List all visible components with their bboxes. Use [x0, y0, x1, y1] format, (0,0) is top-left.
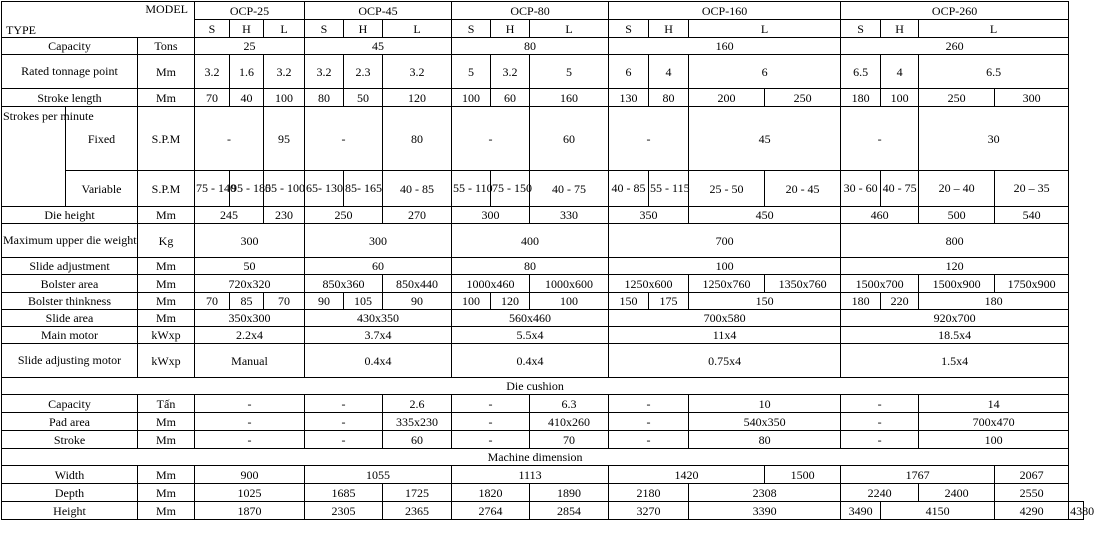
cell: 410x260	[530, 413, 609, 431]
table-row	[2, 413, 1084, 431]
row-label: Main motor	[2, 327, 138, 344]
row-label: Slide adjusting motor	[2, 344, 138, 378]
cell: -	[841, 395, 919, 413]
cell: 0.4x4	[452, 344, 609, 378]
cell: 5	[452, 55, 491, 89]
cell: -	[195, 431, 305, 449]
row-unit: Mm	[138, 466, 195, 484]
section-header-row	[2, 378, 1084, 395]
type-cell: H	[491, 20, 530, 38]
cell: 6.5	[919, 55, 1069, 89]
row-unit: Mm	[138, 484, 195, 502]
cell: 450	[689, 207, 841, 224]
cell: 150	[609, 293, 649, 310]
cell: 3.2	[264, 55, 305, 89]
row-unit: Kg	[138, 224, 195, 258]
cell: 160	[609, 38, 841, 55]
cell: 60	[491, 89, 530, 107]
cell: 1000x460	[452, 275, 530, 293]
cell: 400	[452, 224, 609, 258]
type-cell: L	[919, 20, 1069, 38]
row-unit: Mm	[138, 502, 195, 520]
cell: 3.2	[491, 55, 530, 89]
cell: -	[841, 431, 919, 449]
model-ocp-160: OCP-160	[609, 2, 841, 20]
table-row	[2, 38, 1084, 55]
cell: 14	[919, 395, 1069, 413]
cell: 150	[689, 293, 841, 310]
cell: 1420	[609, 466, 765, 484]
cell: -	[452, 395, 530, 413]
cell: 300	[195, 224, 305, 258]
row-label: Bolster area	[2, 275, 138, 293]
cell: -	[195, 395, 305, 413]
cell: 900	[195, 466, 305, 484]
table-row	[2, 171, 1084, 207]
cell: 700x580	[609, 310, 841, 327]
cell: 245	[195, 207, 264, 224]
cell: 1250x600	[609, 275, 689, 293]
table-row	[2, 484, 1084, 502]
cell: -	[452, 107, 530, 171]
model-ocp-80: OCP-80	[452, 2, 609, 20]
cell: 1767	[841, 466, 995, 484]
cell: 40	[230, 89, 264, 107]
model-ocp-25: OCP-25	[195, 2, 305, 20]
cell: 3.2	[383, 55, 452, 89]
type-cell: L	[689, 20, 841, 38]
cell: 45	[305, 38, 452, 55]
cell: 4150	[881, 502, 995, 520]
table-row	[2, 207, 1084, 224]
cell: 6	[609, 55, 649, 89]
cell: 460	[841, 207, 919, 224]
row-label: Width	[2, 466, 138, 484]
cell: 60	[530, 107, 609, 171]
cell: 6.3	[530, 395, 609, 413]
row-unit: S.P.M	[138, 107, 195, 171]
cell: 430x350	[305, 310, 452, 327]
cell: 30	[919, 107, 1069, 171]
cell: 55 - 100	[264, 171, 305, 207]
cell: 70	[195, 293, 230, 310]
row-label: Maximum upper die weight	[2, 224, 138, 258]
cell: 55 - 115	[649, 171, 689, 207]
table-row	[2, 89, 1084, 107]
row-label: Slide adjustment	[2, 258, 138, 275]
cell: -	[609, 431, 689, 449]
type-cell: H	[230, 20, 264, 38]
cell: 80	[452, 258, 609, 275]
cell: 850x440	[383, 275, 452, 293]
cell: 90	[383, 293, 452, 310]
cell: 2067	[995, 466, 1069, 484]
cell: 4290	[995, 502, 1069, 520]
cell: 120	[383, 89, 452, 107]
row-unit: kWxp	[138, 344, 195, 378]
cell: 80	[383, 107, 452, 171]
row-unit: Mm	[138, 258, 195, 275]
cell: 3.2	[305, 55, 344, 89]
cell: 2550	[995, 484, 1069, 502]
section-header-row	[2, 449, 1084, 466]
cell: 45	[689, 107, 841, 171]
cell: 4	[649, 55, 689, 89]
cell: 100	[452, 293, 491, 310]
cell: 1250x760	[689, 275, 765, 293]
row-unit: Mm	[138, 431, 195, 449]
type-cell: L	[383, 20, 452, 38]
model-label: MODEL	[145, 2, 188, 16]
cell: 2.6	[383, 395, 452, 413]
table-row	[2, 55, 1084, 89]
cell: 18.5x4	[841, 327, 1069, 344]
cell: 700	[609, 224, 841, 258]
cell: 70	[530, 431, 609, 449]
cell: 20 - 45	[765, 171, 841, 207]
cell: 350x300	[195, 310, 305, 327]
cell: 4	[881, 55, 919, 89]
cell: 720x320	[195, 275, 305, 293]
cell: 5.5x4	[452, 327, 609, 344]
cell: 540x350	[689, 413, 841, 431]
cell: 1500	[765, 466, 841, 484]
cell: 1.5x4	[841, 344, 1069, 378]
cell: -	[609, 395, 689, 413]
cell: 250	[765, 89, 841, 107]
cell: Manual	[195, 344, 305, 378]
cell: 330	[530, 207, 609, 224]
cell: 130	[609, 89, 649, 107]
model-type-corner	[2, 2, 195, 38]
cell: 75 - 150	[491, 171, 530, 207]
cell: 250	[305, 207, 383, 224]
row-unit: Mm	[138, 413, 195, 431]
type-cell: S	[452, 20, 491, 38]
cell: 60	[305, 258, 452, 275]
cell: 50	[344, 89, 383, 107]
row-label: Die height	[2, 207, 138, 224]
cell: 75 - 140	[195, 171, 230, 207]
row-label: Bolster thinkness	[2, 293, 138, 310]
row-label: Slide area	[2, 310, 138, 327]
cell: 560x460	[452, 310, 609, 327]
type-label: TYPE	[6, 23, 36, 37]
row-unit: Mm	[138, 293, 195, 310]
cell: 2305	[305, 502, 383, 520]
cell: 100	[609, 258, 841, 275]
cell: 4380	[1070, 503, 1094, 518]
cell: 6	[689, 55, 841, 89]
table-row	[2, 224, 1084, 258]
model-ocp-45: OCP-45	[305, 2, 452, 20]
cell: -	[305, 107, 383, 171]
row-unit: Mm	[138, 207, 195, 224]
type-cell: S	[305, 20, 344, 38]
cell: 100	[881, 89, 919, 107]
row-sublabel: Variable	[66, 171, 138, 207]
cell: 0.75x4	[609, 344, 841, 378]
type-cell: H	[649, 20, 689, 38]
row-label: Stroke	[2, 431, 138, 449]
cell: 1350x760	[765, 275, 841, 293]
cell: 120	[491, 293, 530, 310]
cell: 230	[264, 207, 305, 224]
cell: 3.2	[195, 55, 230, 89]
cell: 920x700	[841, 310, 1069, 327]
table-row	[2, 502, 1084, 520]
cell: 30 - 60	[841, 171, 881, 207]
cell: 10	[689, 395, 841, 413]
cell: 180	[919, 293, 1069, 310]
cell: 1055	[305, 466, 452, 484]
cell: 6.5	[841, 55, 881, 89]
cell: 1750x900	[995, 275, 1069, 293]
cell: 200	[689, 89, 765, 107]
cell: 2180	[609, 484, 689, 502]
type-cell: L	[264, 20, 305, 38]
cell: 700x470	[919, 413, 1069, 431]
cell: -	[195, 413, 305, 431]
section-title-machine-dimension: Machine dimension	[2, 449, 1069, 466]
cell: -	[841, 107, 919, 171]
table-row	[2, 107, 1084, 171]
table-row	[2, 466, 1084, 484]
cell: 500	[919, 207, 995, 224]
cell: 0.4x4	[305, 344, 452, 378]
cell: 1000x600	[530, 275, 609, 293]
cell: 335x230	[383, 413, 452, 431]
type-cell: S	[841, 20, 881, 38]
section-title-die-cushion: Die cushion	[2, 378, 1069, 395]
type-cell: L	[530, 20, 609, 38]
cell: 80	[305, 89, 344, 107]
cell: -	[195, 107, 264, 171]
cell: 2308	[689, 484, 841, 502]
model-ocp-260: OCP-260	[841, 2, 1069, 20]
type-cell: S	[195, 20, 230, 38]
row-label: Strokes per minute	[2, 107, 66, 207]
table-row	[2, 395, 1084, 413]
cell: 350	[609, 207, 689, 224]
cell: 120	[841, 258, 1069, 275]
header-model-row	[2, 2, 1084, 20]
cell: -	[609, 413, 689, 431]
type-cell: S	[609, 20, 649, 38]
cell: 100	[452, 89, 491, 107]
cell: 300	[452, 207, 530, 224]
cell: 65- 130	[305, 171, 344, 207]
cell: -	[609, 107, 689, 171]
cell: 3270	[609, 502, 689, 520]
cell: 85	[230, 293, 264, 310]
cell: 1890	[530, 484, 609, 502]
cell: 2400	[919, 484, 995, 502]
cell: 800	[841, 224, 1069, 258]
table-row	[2, 293, 1084, 310]
cell: 100	[264, 89, 305, 107]
row-label: Rated tonnage point	[2, 55, 138, 89]
cell: 95 - 180	[230, 171, 264, 207]
cell: 100	[919, 431, 1069, 449]
cell: 20 – 35	[995, 171, 1069, 207]
table-row	[2, 275, 1084, 293]
cell: 3390	[689, 502, 841, 520]
row-label: Capacity	[2, 395, 138, 413]
cell: -	[305, 395, 383, 413]
row-unit: Tấn	[138, 395, 195, 413]
cell: 1025	[195, 484, 305, 502]
type-cell: H	[881, 20, 919, 38]
cell: 1500x900	[919, 275, 995, 293]
cell: 270	[383, 207, 452, 224]
row-unit: Mm	[138, 55, 195, 89]
table-row	[2, 327, 1084, 344]
cell: 50	[195, 258, 305, 275]
cell: 180	[841, 89, 881, 107]
cell: -	[305, 413, 383, 431]
cell: 2854	[530, 502, 609, 520]
row-label: Depth	[2, 484, 138, 502]
cell: 70	[264, 293, 305, 310]
cell: -	[305, 431, 383, 449]
cell: 5	[530, 55, 609, 89]
cell: 3.7x4	[305, 327, 452, 344]
cell: 3490	[841, 502, 881, 520]
cell: 25 - 50	[689, 171, 765, 207]
cell: 55 - 110	[452, 171, 491, 207]
cell: 80	[689, 431, 841, 449]
cell: 1725	[383, 484, 452, 502]
row-label: Height	[2, 502, 138, 520]
cell: 1870	[195, 502, 305, 520]
cell: 20 – 40	[919, 171, 995, 207]
cell: -	[841, 413, 919, 431]
cell: 540	[995, 207, 1069, 224]
cell: 40 - 75	[530, 171, 609, 207]
row-unit: kWxp	[138, 327, 195, 344]
cell: 2.2x4	[195, 327, 305, 344]
cell: 850x360	[305, 275, 383, 293]
cell: 180	[841, 293, 881, 310]
cell: 2.3	[344, 55, 383, 89]
row-sublabel: Fixed	[66, 107, 138, 171]
row-unit: Mm	[138, 89, 195, 107]
table-row	[2, 344, 1084, 378]
cell: 300	[305, 224, 452, 258]
cell: 40 - 85	[609, 171, 649, 207]
row-label: Stroke length	[2, 89, 138, 107]
row-label: Capacity	[2, 38, 138, 55]
cell: 11x4	[609, 327, 841, 344]
cell: 40 - 85	[383, 171, 452, 207]
press-spec-table	[1, 1, 1094, 520]
cell: 220	[881, 293, 919, 310]
cell: 60	[383, 431, 452, 449]
cell: 105	[344, 293, 383, 310]
row-label: Pad area	[2, 413, 138, 431]
cell: 260	[841, 38, 1069, 55]
cell: 300	[995, 89, 1069, 107]
cell: 2240	[841, 484, 919, 502]
cell: 1.6	[230, 55, 264, 89]
cell: 1820	[452, 484, 530, 502]
cell: 1500x700	[841, 275, 919, 293]
cell: 80	[649, 89, 689, 107]
cell: 25	[195, 38, 305, 55]
cell: -	[452, 413, 530, 431]
cell: 40 - 75	[881, 171, 919, 207]
table-row	[2, 258, 1084, 275]
cell: 250	[919, 89, 995, 107]
row-unit: Tons	[138, 38, 195, 55]
cell: 175	[649, 293, 689, 310]
type-cell: H	[344, 20, 383, 38]
cell: 90	[305, 293, 344, 310]
cell: 80	[452, 38, 609, 55]
table-row	[2, 431, 1084, 449]
cell: 100	[530, 293, 609, 310]
row-unit: Mm	[138, 275, 195, 293]
table-row	[2, 310, 1084, 327]
cell: 85- 165	[344, 171, 383, 207]
cell: 1113	[452, 466, 609, 484]
row-unit: S.P.M	[138, 171, 195, 207]
cell: 1685	[305, 484, 383, 502]
cell: 2365	[383, 502, 452, 520]
cell: 160	[530, 89, 609, 107]
cell: 70	[195, 89, 230, 107]
cell: 2764	[452, 502, 530, 520]
cell: -	[452, 431, 530, 449]
row-unit: Mm	[138, 310, 195, 327]
cell: 95	[264, 107, 305, 171]
